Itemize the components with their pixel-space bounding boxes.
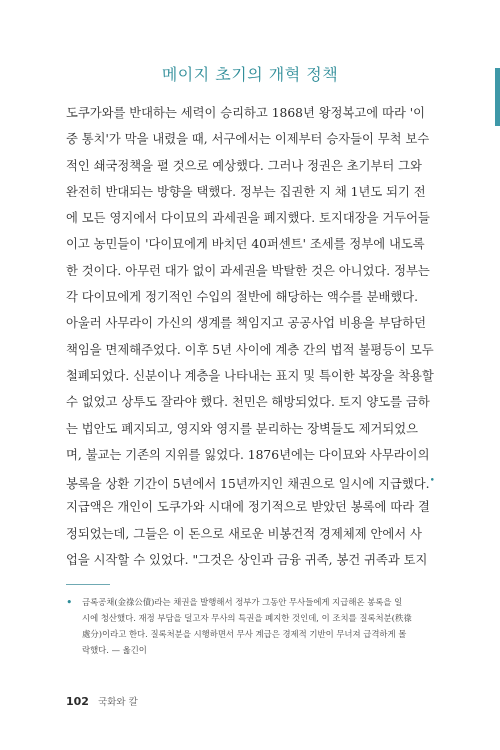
footnote-marker: • [66,596,73,609]
body-line: 책임을 면제해주었다. 이후 5년 사이에 계층 간의 법적 불평등이 모두 [66,342,434,357]
running-book-title: 국화와 칼 [98,697,138,708]
body-line: 각 다이묘에게 정기적인 수입의 절반에 해당하는 액수를 분배했다. [66,290,418,305]
footnote-reference-marker[interactable]: • [429,476,435,487]
footnote [66,594,426,658]
body-line: 에 모든 영지에서 다이묘의 과세권을 폐지했다. 토지대장을 거두어들 [66,211,430,226]
footnote-line: 락했다. — 옮긴이 [82,645,147,655]
footnote-line: 處分)이라고 한다. 질록처분을 시행하면서 무사 계급은 경제적 기반이 무너져 급격하게 몰 [82,629,407,639]
footnote-line: 금록공채(金祿公債)라는 채권을 발행해서 정부가 그동안 무사들에게 지급해온 봉록을 일 [82,597,403,607]
body-line: 정되었는데, 그들은 이 돈으로 새로운 비봉건적 경제체제 안에서 사 [66,526,422,541]
body-line: 는 법안도 폐지되고, 영지와 영지를 분리하는 장벽들도 제거되었으 [66,421,418,436]
body-line: 완전히 반대되는 방향을 택했다. 정부는 집권한 지 채 1년도 되기 전 [66,184,426,199]
body-line: 아울러 사무라이 가신의 생계를 책임지고 공공사업 비용을 부담하던 [66,316,426,331]
body-line-with-note [66,468,435,494]
chapter-title: 메이지 초기의 개혁 정책 [161,65,339,84]
body-text [66,100,435,573]
body-line: 수 없었고 상투도 잘라야 했다. 천민은 해방되었다. 토지 양도를 금하 [66,395,430,410]
footnote-line: 시에 청산했다. 재정 부담을 덜고자 무사의 특권을 폐지한 것인데, 이 조치를 질록처분(秩祿 [82,613,412,623]
body-line: 지급액은 개인이 도쿠가와 시대에 정기적으로 받았던 봉록에 따라 결 [66,500,430,515]
footnote-text [82,594,426,658]
body-line: 적인 쇄국정책을 펼 것으로 예상했다. 그러나 정권은 초기부터 그와 [66,158,422,173]
body-line: 며, 불교는 기존의 지위를 잃었다. 1876년에는 다이묘와 사무라이의 [66,447,430,462]
body-line: 한 것이다. 아무런 대가 없이 과세권을 박탈한 것은 아니었다. 정부는 [66,263,430,278]
body-line: 중 통치'가 막을 내렸을 때, 서구에서는 이제부터 승자들이 무척 보수 [66,132,430,147]
page-number: 102 [66,695,89,708]
body-line: 철폐되었다. 신분이나 계층을 나타내는 표지 및 특이한 복장을 착용할 [66,368,434,383]
body-line-text: 봉록을 상환 기간이 5년에서 15년까지인 채권으로 일시에 지급했다. [66,477,430,492]
page-footer [66,690,138,709]
body-line: 도쿠가와를 반대하는 세력이 승리하고 1868년 왕정복고에 따라 '이 [66,106,426,120]
footnote-divider [66,584,110,585]
body-line: 업을 시작할 수 있었다. "그것은 상인과 금융 귀족, 봉건 귀족과 토지 [66,553,428,568]
body-line: 이고 농민들이 '다이묘에게 바치던 40퍼센트' 조세를 정부에 내도록 [66,237,425,252]
